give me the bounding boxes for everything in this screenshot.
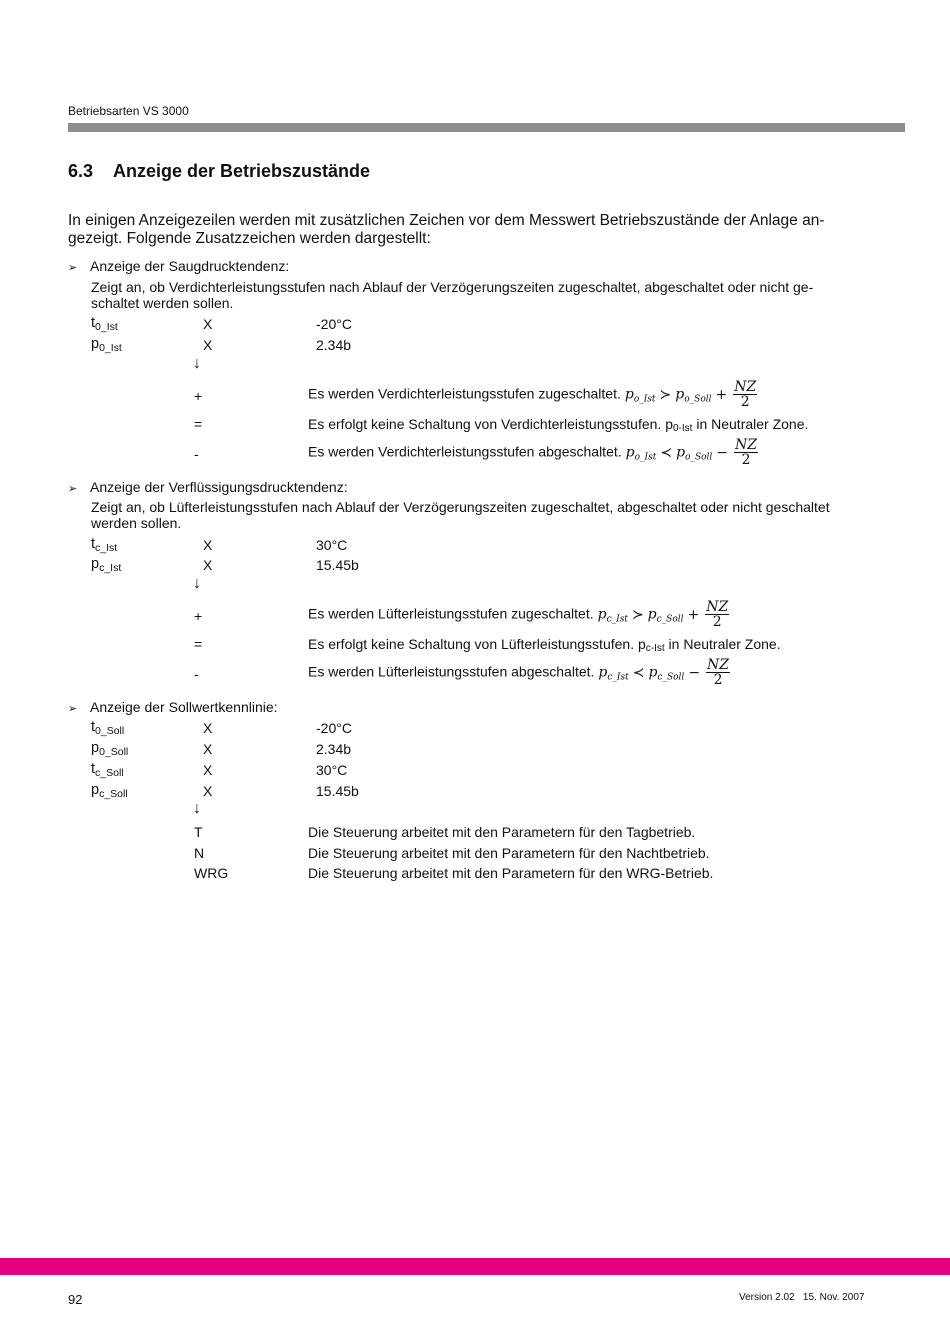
arrowhead-bullet-icon: ➢	[68, 483, 78, 495]
intro-paragraph	[68, 212, 868, 248]
param-label: $t_{0\_Ist}$	[91, 315, 118, 333]
state-symbol: =	[194, 636, 203, 652]
param-x: X	[203, 783, 213, 799]
section-number: 6.3	[68, 161, 94, 181]
param-value: 30°C	[316, 762, 348, 778]
param-value: 2.34b	[316, 337, 352, 353]
formula: $p_{c\_Ist}$ ≺ $p_{c\_Soll}$ − $\frac{NZ}{2}$	[598, 657, 730, 688]
param-x: X	[203, 537, 213, 553]
intro-line: gezeigt. Folgende Zusatzzeichen werden dargestellt:	[68, 230, 431, 247]
param-x: X	[203, 557, 213, 573]
state-symbol: -	[194, 666, 199, 682]
desc-line: werden sollen.	[91, 515, 182, 531]
param-label: $t_{0\_Soll}$	[91, 719, 125, 737]
mode-symbol: N	[194, 845, 205, 861]
param-x: X	[203, 720, 213, 736]
formula: $p_{o\_Ist}$ ≻ $p_{o\_Soll}$ + $\frac{NZ}{2}$	[624, 379, 757, 410]
bullet-heading: Anzeige der Saugdrucktendenz:	[90, 258, 290, 274]
state-explanation: Es werden Verdichterleistungsstufen zugeschaltet. $p_{o\_Ist}$ ≻ $p_{o\_Soll}$ + $\frac{NZ}{2}$	[308, 379, 757, 410]
mode-symbol: WRG	[194, 865, 229, 881]
state-symbol: +	[194, 608, 203, 624]
desc-line: schaltet werden sollen.	[91, 295, 234, 311]
formula: $p_{c\_Ist}$ ≻ $p_{c\_Soll}$ + $\frac{NZ}{2}$	[597, 599, 729, 630]
state-explanation: Es werden Lüfterleistungsstufen abgeschaltet. $p_{c\_Ist}$ ≺ $p_{c\_Soll}$ − $\frac{NZ}{2}$	[308, 657, 730, 688]
bullet-sollwert	[68, 699, 278, 717]
param-label: $p_{c\_Soll}$	[91, 782, 128, 800]
intro-line: In einigen Anzeigezeilen werden mit zusätzlichen Zeichen vor dem Messwert Betriebszustände der Anlage an-	[68, 212, 825, 229]
param-label: $p_{c\_Ist}$	[91, 556, 122, 574]
param-label: $p_{0\_Soll}$	[91, 740, 129, 758]
state-symbol: -	[194, 446, 199, 462]
param-value: -20°C	[316, 720, 352, 736]
param-x: X	[203, 337, 213, 353]
section-heading	[68, 161, 370, 182]
down-arrow-icon: ↓	[193, 800, 201, 817]
mode-symbol: T	[194, 824, 203, 840]
param-label: $t_{c\_Soll}$	[91, 761, 124, 779]
formula: $p_{o\_Ist}$ ≺ $p_{o\_Soll}$ − $\frac{NZ}{2}$	[625, 437, 758, 468]
section-title: Anzeige der Betriebszustände	[113, 161, 371, 181]
bullet-verfluessigung	[68, 479, 348, 497]
param-label: $t_{c\_Ist}$	[91, 536, 118, 554]
state-explanation: Es erfolgt keine Schaltung von Lüfterleistungsstufen. $p_{c-Ist}$ in Neutraler Zone.	[308, 636, 781, 654]
param-x: X	[203, 316, 213, 332]
param-value: 15.45b	[316, 783, 359, 799]
param-value: -20°C	[316, 316, 352, 332]
down-arrow-icon: ↓	[193, 355, 201, 372]
saug-description	[91, 279, 861, 311]
down-arrow-icon: ↓	[193, 575, 201, 592]
bullet-saugdruck	[68, 258, 289, 276]
version-info: Version 2.02 15. Nov. 2007	[739, 1292, 865, 1303]
arrowhead-bullet-icon: ➢	[68, 703, 78, 715]
bullet-heading: Anzeige der Verflüssigungsdrucktendenz:	[90, 479, 348, 495]
verf-description	[91, 499, 861, 531]
param-value: 30°C	[316, 537, 348, 553]
footer-rule	[0, 1258, 950, 1275]
page-number: 92	[68, 1292, 83, 1307]
arrowhead-bullet-icon: ➢	[68, 262, 78, 274]
state-explanation: Es erfolgt keine Schaltung von Verdichterleistungsstufen. $p_{0-Ist}$ in Neutraler Zone.	[308, 416, 809, 434]
mode-explanation: Die Steuerung arbeitet mit den Parametern für den Nachtbetrieb.	[308, 845, 710, 861]
state-explanation: Es werden Verdichterleistungsstufen abgeschaltet. $p_{o\_Ist}$ ≺ $p_{o\_Soll}$ − $\frac{NZ}{2}$	[308, 437, 758, 468]
desc-line: Zeigt an, ob Verdichterleistungsstufen nach Ablauf der Verzögerungszeiten zugeschaltet, abgeschaltet oder nicht ge-	[91, 279, 814, 295]
mode-explanation: Die Steuerung arbeitet mit den Parametern für den WRG-Betrieb.	[308, 865, 714, 881]
mode-explanation: Die Steuerung arbeitet mit den Parametern für den Tagbetrieb.	[308, 824, 696, 840]
header-rule	[68, 123, 905, 132]
param-x: X	[203, 762, 213, 778]
running-header: Betriebsarten VS 3000	[68, 104, 189, 118]
state-explanation: Es werden Lüfterleistungsstufen zugeschaltet. $p_{c\_Ist}$ ≻ $p_{c\_Soll}$ + $\frac{NZ}{2}$	[308, 599, 729, 630]
state-symbol: +	[194, 388, 203, 404]
param-value: 2.34b	[316, 741, 352, 757]
param-value: 15.45b	[316, 557, 359, 573]
bullet-heading: Anzeige der Sollwertkennlinie:	[90, 699, 278, 715]
param-x: X	[203, 741, 213, 757]
state-symbol: =	[194, 416, 203, 432]
desc-line: Zeigt an, ob Lüfterleistungsstufen nach Ablauf der Verzögerungszeiten zugeschaltet, abgeschaltet oder nicht geschaltet	[91, 499, 830, 515]
param-label: $p_{0\_Ist}$	[91, 336, 122, 354]
